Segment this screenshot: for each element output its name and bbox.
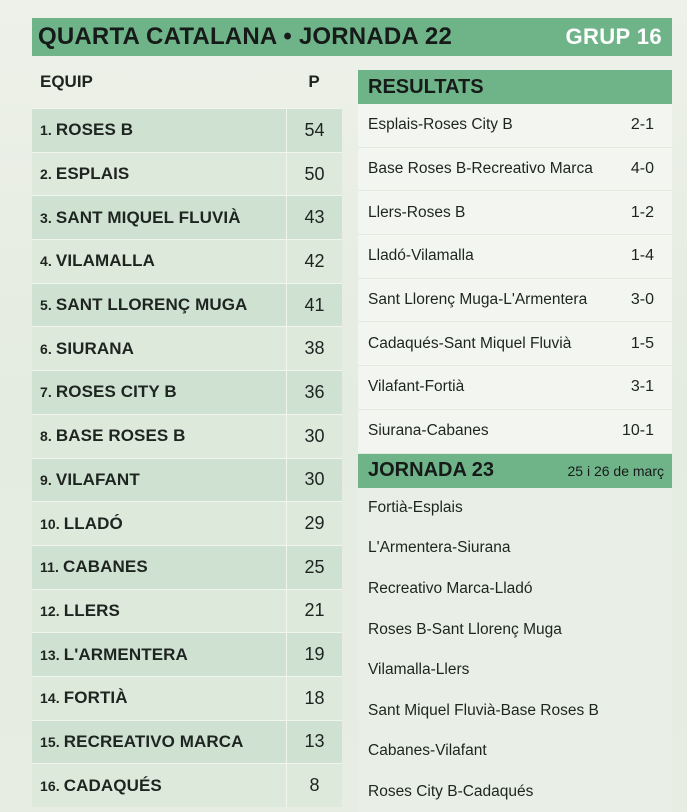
results-column [358,70,672,812]
fixture-row [358,609,672,650]
team-points: 36 [286,371,342,414]
table-row [32,458,342,502]
team-points: 38 [286,327,342,370]
team-points: 8 [286,764,342,807]
team-cell [32,109,286,152]
team-points: 13 [286,721,342,764]
table-row [32,195,342,239]
team-name: FORTIÀ [64,688,128,708]
team-cell [32,153,286,196]
match-score: 10-1 [622,422,654,440]
team-points: 41 [286,284,342,327]
team-cell [32,284,286,327]
match-name: Esplais-Roses City B [368,116,513,134]
table-row [32,632,342,676]
results-header [358,70,672,104]
team-cell [32,590,286,633]
standings-table [32,56,342,807]
team-name: ESPLAIS [56,164,129,184]
team-name: SIURANA [56,339,134,359]
team-name: LLERS [64,601,120,621]
fixture-row [358,528,672,569]
result-row [358,366,672,410]
match-name: Sant Llorenç Muga-L'Armentera [368,291,587,309]
team-position: 2. [40,166,52,182]
fixture-name: Cabanes-Vilafant [368,742,487,760]
team-position: 7. [40,384,52,400]
team-position: 9. [40,472,52,488]
result-row [358,104,672,148]
fixture-row [358,772,672,812]
table-row [32,108,342,152]
team-points: 21 [286,590,342,633]
table-row [32,239,342,283]
team-name: VILAMALLA [56,251,155,271]
team-cell [32,196,286,239]
team-points: 25 [286,546,342,589]
team-name: RECREATIVO MARCA [64,732,244,752]
team-points: 50 [286,153,342,196]
team-name: L'ARMENTERA [64,645,188,665]
team-column-header: EQUIP [32,72,286,92]
team-name: ROSES B [56,120,133,140]
fixture-name: Recreativo Marca-Lladó [368,580,533,598]
table-row [32,589,342,633]
table-row [32,326,342,370]
team-cell [32,677,286,720]
team-cell [32,721,286,764]
fixture-row [358,731,672,772]
team-cell [32,240,286,283]
team-points: 29 [286,502,342,545]
team-name: VILAFANT [56,470,140,490]
team-position: 10. [40,516,60,532]
result-row [358,148,672,192]
next-round-list [358,488,672,812]
fixture-name: Sant Miquel Fluvià-Base Roses B [368,702,599,720]
match-score: 1-5 [631,335,654,353]
fixture-row [358,569,672,610]
table-row [32,676,342,720]
team-points: 19 [286,633,342,676]
team-position: 5. [40,297,52,313]
result-row [358,235,672,279]
match-name: Siurana-Cabanes [368,422,489,440]
team-cell [32,459,286,502]
table-row [32,152,342,196]
match-score: 4-0 [631,160,654,178]
team-position: 8. [40,428,52,444]
team-position: 11. [40,559,59,575]
result-row [358,191,672,235]
section-header [32,18,672,56]
table-row [32,501,342,545]
team-cell [32,764,286,807]
team-name: BASE ROSES B [56,426,186,446]
match-score: 1-4 [631,247,654,265]
team-cell [32,502,286,545]
team-position: 15. [40,734,60,750]
team-name: CADAQUÉS [64,776,162,796]
fixture-name: Roses City B-Cadaqués [368,783,533,801]
team-position: 3. [40,210,52,226]
team-position: 12. [40,603,60,619]
team-name: SANT LLORENÇ MUGA [56,295,248,315]
match-name: Lladó-Vilamalla [368,247,474,265]
next-round-header [358,454,672,488]
fixture-row [358,690,672,731]
result-row [358,410,672,454]
match-name: Llers-Roses B [368,204,465,222]
team-cell [32,327,286,370]
team-points: 43 [286,196,342,239]
match-score: 3-0 [631,291,654,309]
group-label: GRUP 16 [565,24,662,50]
points-column-header: P [286,72,342,92]
team-cell [32,633,286,676]
team-position: 16. [40,778,60,794]
fixture-name: Roses B-Sant Llorenç Muga [368,621,562,639]
results-list [358,104,672,454]
match-score: 3-1 [631,378,654,396]
fixture-row [358,650,672,691]
fixture-name: Fortià-Esplais [368,499,463,517]
next-round-dates: 25 i 26 de març [568,463,665,479]
league-table-panel [32,18,672,811]
team-position: 1. [40,122,52,138]
match-score: 1-2 [631,204,654,222]
table-row [32,720,342,764]
team-name: SANT MIQUEL FLUVIÀ [56,208,241,228]
team-position: 6. [40,341,52,357]
team-points: 42 [286,240,342,283]
table-row [32,283,342,327]
team-position: 14. [40,690,60,706]
team-position: 13. [40,647,60,663]
team-position: 4. [40,253,52,269]
table-row [32,545,342,589]
result-row [358,279,672,323]
next-round-title: JORNADA 23 [368,459,494,482]
team-cell [32,546,286,589]
team-name: LLADÓ [64,514,123,534]
table-row [32,414,342,458]
match-name: Vilafant-Fortià [368,378,464,396]
team-points: 30 [286,459,342,502]
results-title: RESULTATS [368,76,484,99]
fixture-name: L'Armentera-Siurana [368,539,511,557]
team-cell [32,371,286,414]
match-name: Cadaqués-Sant Miquel Fluvià [368,335,571,353]
team-name: ROSES CITY B [56,382,177,402]
standings-body [32,108,342,807]
team-points: 30 [286,415,342,458]
standings-header [32,56,342,108]
table-row [32,370,342,414]
match-score: 2-1 [631,116,654,134]
team-points: 54 [286,109,342,152]
result-row [358,322,672,366]
match-name: Base Roses B-Recreativo Marca [368,160,593,178]
team-name: CABANES [63,557,148,577]
team-points: 18 [286,677,342,720]
table-row [32,763,342,807]
team-cell [32,415,286,458]
fixture-name: Vilamalla-Llers [368,661,469,679]
league-title: QUARTA CATALANA • JORNADA 22 [38,23,452,51]
fixture-row [358,488,672,529]
